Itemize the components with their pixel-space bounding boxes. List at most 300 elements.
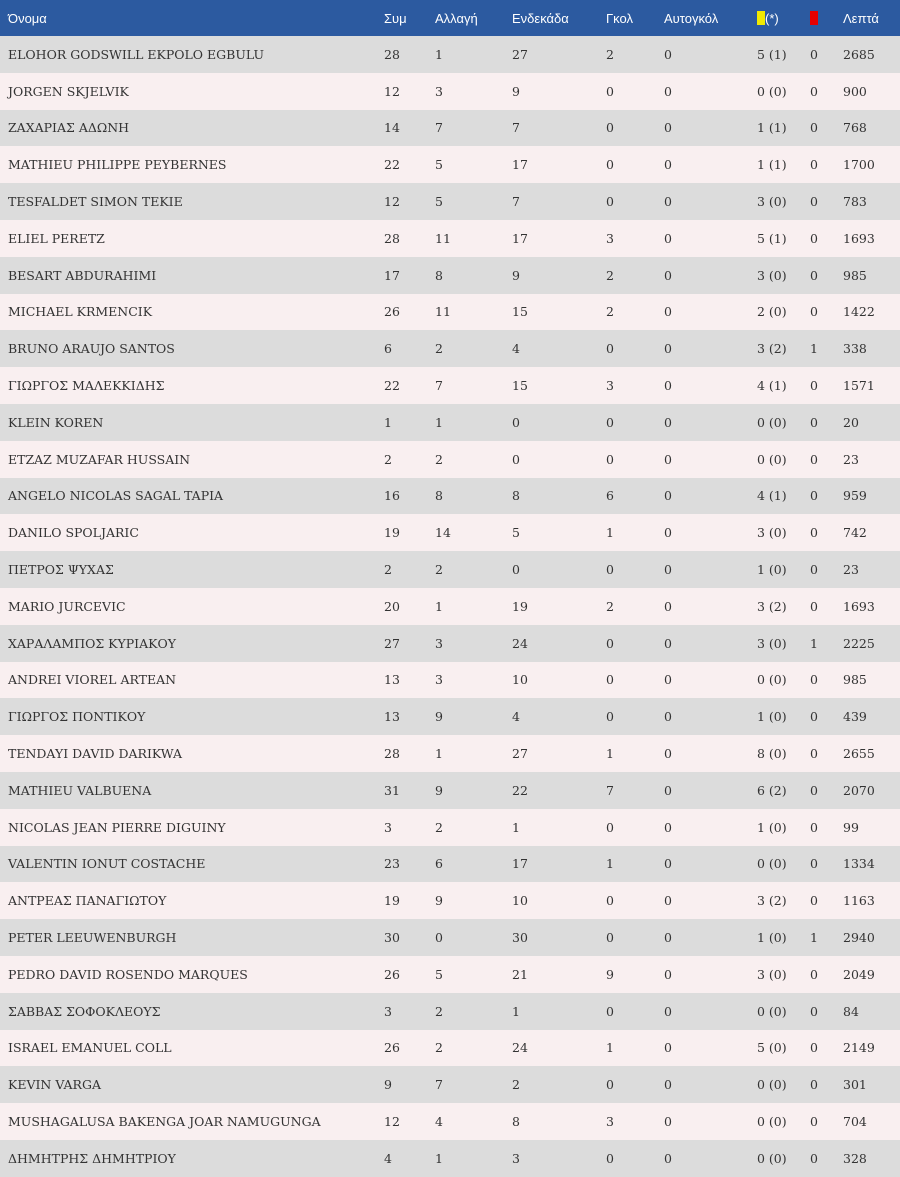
yellow-cards-cell: 0 (0) bbox=[757, 451, 787, 467]
subs-cell: 7 bbox=[435, 1077, 443, 1093]
own-goals-cell: 0 bbox=[664, 746, 672, 762]
apps-cell: 2 bbox=[384, 562, 392, 578]
apps-cell: 14 bbox=[384, 120, 400, 136]
red-cards-cell: 0 bbox=[810, 966, 818, 982]
own-goals-cell: 0 bbox=[664, 414, 672, 430]
subs-cell: 9 bbox=[435, 709, 443, 725]
own-goals-cell: 0 bbox=[664, 267, 672, 283]
yellow-cards-cell: 5 (1) bbox=[757, 230, 787, 246]
starts-cell: 5 bbox=[512, 525, 520, 541]
red-cards-cell: 0 bbox=[810, 157, 818, 173]
player-name-cell[interactable]: ELOHOR GODSWILL EKPOLO EGBULU bbox=[8, 46, 265, 62]
minutes-cell: 1700 bbox=[843, 157, 875, 173]
goals-cell: 0 bbox=[606, 819, 614, 835]
column-header-name[interactable]: Όνομα bbox=[8, 10, 47, 26]
table-row bbox=[0, 551, 900, 588]
table-row bbox=[0, 294, 900, 331]
starts-cell: 15 bbox=[512, 378, 528, 394]
red-cards-cell: 0 bbox=[810, 378, 818, 394]
own-goals-cell: 0 bbox=[664, 46, 672, 62]
starts-cell: 1 bbox=[512, 819, 520, 835]
table-row bbox=[0, 441, 900, 478]
apps-cell: 26 bbox=[384, 1040, 400, 1056]
table-row bbox=[0, 73, 900, 110]
own-goals-cell: 0 bbox=[664, 83, 672, 99]
table-row bbox=[0, 1140, 900, 1177]
starts-cell: 2 bbox=[512, 1077, 520, 1093]
apps-cell: 28 bbox=[384, 746, 400, 762]
goals-cell: 1 bbox=[606, 856, 614, 872]
yellow-cards-cell: 8 (0) bbox=[757, 746, 787, 762]
player-name-cell[interactable]: MATHIEU VALBUENA bbox=[8, 782, 152, 798]
own-goals-cell: 0 bbox=[664, 598, 672, 614]
own-goals-cell: 0 bbox=[664, 966, 672, 982]
player-name-cell[interactable]: MARIO JURCEVIC bbox=[8, 598, 126, 614]
goals-cell: 0 bbox=[606, 414, 614, 430]
subs-cell: 7 bbox=[435, 378, 443, 394]
own-goals-cell: 0 bbox=[664, 672, 672, 688]
subs-cell: 9 bbox=[435, 782, 443, 798]
subs-cell: 14 bbox=[435, 525, 451, 541]
subs-cell: 2 bbox=[435, 341, 443, 357]
starts-cell: 0 bbox=[512, 451, 520, 467]
goals-cell: 2 bbox=[606, 46, 614, 62]
apps-cell: 19 bbox=[384, 525, 400, 541]
starts-cell: 21 bbox=[512, 966, 528, 982]
goals-cell: 3 bbox=[606, 378, 614, 394]
apps-cell: 27 bbox=[384, 635, 400, 651]
table-row bbox=[0, 478, 900, 515]
player-name-cell[interactable]: ΑΝΤΡΕΑΣ ΠΑΝΑΓΙΩΤΟΥ bbox=[8, 893, 167, 909]
player-name-cell[interactable]: TENDAYI DAVID DARIKWA bbox=[8, 746, 183, 762]
subs-cell: 1 bbox=[435, 746, 443, 762]
goals-cell: 0 bbox=[606, 1003, 614, 1019]
minutes-cell: 1334 bbox=[843, 856, 875, 872]
own-goals-cell: 0 bbox=[664, 1077, 672, 1093]
own-goals-cell: 0 bbox=[664, 230, 672, 246]
player-name-cell[interactable]: VALENTIN IONUT COSTACHE bbox=[8, 856, 206, 872]
yellow-cards-cell: 3 (2) bbox=[757, 598, 787, 614]
goals-cell: 0 bbox=[606, 930, 614, 946]
goals-cell: 0 bbox=[606, 672, 614, 688]
table-row bbox=[0, 257, 900, 294]
goals-cell: 9 bbox=[606, 966, 614, 982]
minutes-cell: 23 bbox=[843, 562, 859, 578]
minutes-cell: 985 bbox=[843, 672, 867, 688]
minutes-cell: 1571 bbox=[843, 378, 875, 394]
yellow-cards-cell: 5 (1) bbox=[757, 46, 787, 62]
table-row bbox=[0, 183, 900, 220]
player-name-cell[interactable]: ELIEL PERETZ bbox=[8, 230, 105, 246]
subs-cell: 8 bbox=[435, 488, 443, 504]
starts-cell: 24 bbox=[512, 635, 528, 651]
starts-cell: 9 bbox=[512, 267, 520, 283]
subs-cell: 9 bbox=[435, 893, 443, 909]
subs-cell: 5 bbox=[435, 966, 443, 982]
yellow-cards-cell: 3 (0) bbox=[757, 267, 787, 283]
minutes-cell: 99 bbox=[843, 819, 859, 835]
red-cards-cell: 1 bbox=[810, 635, 818, 651]
own-goals-cell: 0 bbox=[664, 525, 672, 541]
starts-cell: 4 bbox=[512, 709, 520, 725]
column-header-goals[interactable]: Γκολ bbox=[606, 10, 633, 26]
apps-cell: 28 bbox=[384, 46, 400, 62]
minutes-cell: 1163 bbox=[843, 893, 875, 909]
goals-cell: 1 bbox=[606, 525, 614, 541]
player-name-cell[interactable]: KLEIN KOREN bbox=[8, 414, 104, 430]
goals-cell: 6 bbox=[606, 488, 614, 504]
column-header-starts[interactable]: Ενδεκάδα bbox=[512, 10, 569, 26]
table-row bbox=[0, 1066, 900, 1103]
red-cards-cell: 0 bbox=[810, 1040, 818, 1056]
subs-cell: 2 bbox=[435, 1040, 443, 1056]
own-goals-cell: 0 bbox=[664, 120, 672, 136]
goals-cell: 7 bbox=[606, 782, 614, 798]
red-cards-cell: 0 bbox=[810, 304, 818, 320]
yellow-cards-cell: 1 (0) bbox=[757, 709, 787, 725]
minutes-cell: 900 bbox=[843, 83, 867, 99]
player-name-cell[interactable]: PETER LEEUWENBURGH bbox=[8, 930, 177, 946]
red-cards-cell: 0 bbox=[810, 1077, 818, 1093]
red-cards-cell: 0 bbox=[810, 414, 818, 430]
apps-cell: 22 bbox=[384, 157, 400, 173]
player-name-cell[interactable]: JORGEN SKJELVIK bbox=[8, 83, 129, 99]
table-row bbox=[0, 514, 900, 551]
own-goals-cell: 0 bbox=[664, 488, 672, 504]
minutes-cell: 985 bbox=[843, 267, 867, 283]
apps-cell: 23 bbox=[384, 856, 400, 872]
red-cards-cell: 0 bbox=[810, 1150, 818, 1166]
goals-cell: 0 bbox=[606, 709, 614, 725]
subs-cell: 3 bbox=[435, 672, 443, 688]
apps-cell: 12 bbox=[384, 1114, 400, 1129]
starts-cell: 17 bbox=[512, 230, 528, 246]
minutes-cell: 2940 bbox=[843, 930, 875, 946]
own-goals-cell: 0 bbox=[664, 1114, 672, 1129]
subs-cell: 2 bbox=[435, 451, 443, 467]
subs-cell: 2 bbox=[435, 819, 443, 835]
column-header-apps[interactable]: Συμ bbox=[384, 10, 407, 26]
starts-cell: 10 bbox=[512, 672, 528, 688]
table-row bbox=[0, 1103, 900, 1140]
subs-cell: 1 bbox=[435, 46, 443, 62]
player-name-cell[interactable]: ΣΑΒΒΑΣ ΣΟΦΟΚΛΕΟΥΣ bbox=[8, 1003, 161, 1019]
own-goals-cell: 0 bbox=[664, 1003, 672, 1019]
starts-cell: 19 bbox=[512, 598, 528, 614]
goals-cell: 0 bbox=[606, 562, 614, 578]
apps-cell: 22 bbox=[384, 378, 400, 394]
red-cards-cell: 0 bbox=[810, 83, 818, 99]
column-header-red-cards[interactable] bbox=[810, 0, 843, 36]
starts-cell: 27 bbox=[512, 746, 528, 762]
column-header-own-goals[interactable]: Αυτογκόλ bbox=[664, 10, 719, 26]
red-cards-cell: 1 bbox=[810, 341, 818, 357]
starts-cell: 4 bbox=[512, 341, 520, 357]
starts-cell: 22 bbox=[512, 782, 528, 798]
table-row bbox=[0, 698, 900, 735]
yellow-cards-cell: 3 (0) bbox=[757, 635, 787, 651]
subs-cell: 3 bbox=[435, 635, 443, 651]
yellow-cards-cell: 3 (2) bbox=[757, 341, 787, 357]
minutes-cell: 2685 bbox=[843, 46, 875, 62]
apps-cell: 20 bbox=[384, 598, 400, 614]
table-row bbox=[0, 36, 900, 73]
subs-cell: 11 bbox=[435, 230, 451, 246]
player-name-cell[interactable]: ANGELO NICOLAS SAGAL TAPIA bbox=[8, 488, 224, 504]
red-cards-cell: 0 bbox=[810, 451, 818, 467]
own-goals-cell: 0 bbox=[664, 157, 672, 173]
minutes-cell: 2049 bbox=[843, 966, 875, 982]
goals-cell: 0 bbox=[606, 83, 614, 99]
red-cards-cell: 0 bbox=[810, 856, 818, 872]
red-cards-cell: 0 bbox=[810, 525, 818, 541]
minutes-cell: 704 bbox=[843, 1114, 867, 1129]
table-row bbox=[0, 367, 900, 404]
table-row bbox=[0, 1030, 900, 1067]
yellow-cards-cell: 0 (0) bbox=[757, 1003, 787, 1019]
subs-cell: 6 bbox=[435, 856, 443, 872]
red-cards-cell: 0 bbox=[810, 562, 818, 578]
own-goals-cell: 0 bbox=[664, 819, 672, 835]
goals-cell: 0 bbox=[606, 157, 614, 173]
own-goals-cell: 0 bbox=[664, 930, 672, 946]
goals-cell: 0 bbox=[606, 120, 614, 136]
player-name-cell[interactable]: PEDRO DAVID ROSENDO MARQUES bbox=[8, 966, 248, 982]
goals-cell: 2 bbox=[606, 598, 614, 614]
minutes-cell: 1693 bbox=[843, 598, 875, 614]
table-row bbox=[0, 220, 900, 257]
own-goals-cell: 0 bbox=[664, 562, 672, 578]
red-cards-cell: 0 bbox=[810, 488, 818, 504]
goals-cell: 0 bbox=[606, 451, 614, 467]
starts-cell: 8 bbox=[512, 1114, 520, 1129]
apps-cell: 1 bbox=[384, 414, 392, 430]
starts-cell: 9 bbox=[512, 83, 520, 99]
subs-cell: 1 bbox=[435, 1150, 443, 1166]
starts-cell: 1 bbox=[512, 1003, 520, 1019]
yellow-cards-cell: 0 (0) bbox=[757, 672, 787, 688]
red-cards-cell: 0 bbox=[810, 746, 818, 762]
goals-cell: 3 bbox=[606, 230, 614, 246]
apps-cell: 13 bbox=[384, 709, 400, 725]
apps-cell: 9 bbox=[384, 1077, 392, 1093]
table-row bbox=[0, 110, 900, 147]
apps-cell: 2 bbox=[384, 451, 392, 467]
player-name-cell[interactable]: ΓΙΩΡΓΟΣ ΜΑΛΕΚΚΙΔΗΣ bbox=[8, 378, 165, 394]
yellow-cards-cell: 0 (0) bbox=[757, 1077, 787, 1093]
subs-cell: 11 bbox=[435, 304, 451, 320]
own-goals-cell: 0 bbox=[664, 709, 672, 725]
minutes-cell: 768 bbox=[843, 120, 867, 136]
apps-cell: 28 bbox=[384, 230, 400, 246]
player-name-cell[interactable]: ANDREI VIOREL ARTEAN bbox=[8, 672, 177, 688]
own-goals-cell: 0 bbox=[664, 1040, 672, 1056]
table-header-row bbox=[0, 0, 900, 36]
red-cards-cell: 0 bbox=[810, 819, 818, 835]
goals-cell: 0 bbox=[606, 194, 614, 210]
goals-cell: 0 bbox=[606, 635, 614, 651]
goals-cell: 2 bbox=[606, 267, 614, 283]
player-name-cell[interactable]: MATHIEU PHILIPPE PEYBERNES bbox=[8, 157, 227, 173]
red-card-icon bbox=[810, 11, 818, 25]
red-cards-cell: 0 bbox=[810, 194, 818, 210]
yellow-cards-cell: 4 (1) bbox=[757, 378, 787, 394]
yellow-cards-cell: 2 (0) bbox=[757, 304, 787, 320]
player-name-cell[interactable]: ΔΗΜΗΤΡΗΣ ΔΗΜΗΤΡΙΟΥ bbox=[8, 1150, 176, 1166]
own-goals-cell: 0 bbox=[664, 1150, 672, 1166]
player-name-cell[interactable]: ETZAZ MUZAFAR HUSSAIN bbox=[8, 451, 191, 467]
starts-cell: 27 bbox=[512, 46, 528, 62]
table-row bbox=[0, 588, 900, 625]
minutes-cell: 2225 bbox=[843, 635, 875, 651]
apps-cell: 31 bbox=[384, 782, 400, 798]
yellow-card-suffix: (*) bbox=[765, 10, 779, 26]
player-name-cell[interactable]: ΧΑΡΑΛΑΜΠΟΣ ΚΥΡΙΑΚΟΥ bbox=[8, 635, 176, 651]
table-row bbox=[0, 919, 900, 956]
red-cards-cell: 0 bbox=[810, 598, 818, 614]
starts-cell: 0 bbox=[512, 562, 520, 578]
column-header-yellow-cards[interactable] bbox=[757, 0, 810, 36]
player-name-cell[interactable]: TESFALDET SIMON TEKIE bbox=[8, 194, 183, 210]
yellow-cards-cell: 3 (0) bbox=[757, 525, 787, 541]
apps-cell: 3 bbox=[384, 819, 392, 835]
red-cards-cell: 0 bbox=[810, 46, 818, 62]
table-row bbox=[0, 846, 900, 883]
own-goals-cell: 0 bbox=[664, 856, 672, 872]
red-cards-cell: 0 bbox=[810, 672, 818, 688]
table-row bbox=[0, 993, 900, 1030]
yellow-cards-cell: 1 (0) bbox=[757, 562, 787, 578]
player-name-cell[interactable]: DANILO SPOLJARIC bbox=[8, 525, 139, 541]
red-cards-cell: 0 bbox=[810, 1003, 818, 1019]
yellow-cards-cell: 0 (0) bbox=[757, 1150, 787, 1166]
player-name-cell[interactable]: ΖΑΧΑΡΙΑΣ ΑΔΩΝΗ bbox=[8, 120, 130, 136]
minutes-cell: 2070 bbox=[843, 782, 875, 798]
minutes-cell: 1693 bbox=[843, 230, 875, 246]
column-header-subs[interactable]: Αλλαγή bbox=[435, 10, 478, 26]
apps-cell: 13 bbox=[384, 672, 400, 688]
subs-cell: 1 bbox=[435, 414, 443, 430]
yellow-cards-cell: 0 (0) bbox=[757, 1114, 787, 1129]
minutes-cell: 301 bbox=[843, 1077, 867, 1093]
player-name-cell[interactable]: MUSHAGALUSA BAKENGA JOAR NAMUGUNGA bbox=[8, 1114, 321, 1129]
yellow-cards-cell: 0 (0) bbox=[757, 414, 787, 430]
red-cards-cell: 0 bbox=[810, 1114, 818, 1129]
player-name-cell[interactable]: NICOLAS JEAN PIERRE DIGUINY bbox=[8, 819, 226, 835]
subs-cell: 7 bbox=[435, 120, 443, 136]
yellow-cards-cell: 1 (1) bbox=[757, 157, 787, 173]
starts-cell: 10 bbox=[512, 893, 528, 909]
starts-cell: 7 bbox=[512, 194, 520, 210]
player-name-cell[interactable]: BESART ABDURAHIMI bbox=[8, 267, 157, 283]
apps-cell: 12 bbox=[384, 194, 400, 210]
minutes-cell: 439 bbox=[843, 709, 867, 725]
subs-cell: 3 bbox=[435, 83, 443, 99]
goals-cell: 3 bbox=[606, 1114, 614, 1129]
apps-cell: 19 bbox=[384, 893, 400, 909]
player-name-cell[interactable]: KEVIN VARGA bbox=[8, 1077, 101, 1093]
own-goals-cell: 0 bbox=[664, 304, 672, 320]
minutes-cell: 959 bbox=[843, 488, 867, 504]
apps-cell: 6 bbox=[384, 341, 392, 357]
yellow-card-icon bbox=[757, 11, 765, 25]
player-name-cell[interactable]: ΓΙΩΡΓΟΣ ΠΟΝΤΙΚΟΥ bbox=[8, 709, 146, 725]
own-goals-cell: 0 bbox=[664, 194, 672, 210]
subs-cell: 2 bbox=[435, 562, 443, 578]
table-row bbox=[0, 146, 900, 183]
yellow-cards-cell: 5 (0) bbox=[757, 1040, 787, 1056]
yellow-cards-cell: 3 (2) bbox=[757, 893, 787, 909]
red-cards-cell: 0 bbox=[810, 893, 818, 909]
red-cards-cell: 1 bbox=[810, 930, 818, 946]
apps-cell: 4 bbox=[384, 1150, 392, 1166]
own-goals-cell: 0 bbox=[664, 378, 672, 394]
table-row bbox=[0, 956, 900, 993]
player-name-cell[interactable]: ISRAEL EMANUEL COLL bbox=[8, 1040, 172, 1056]
starts-cell: 17 bbox=[512, 157, 528, 173]
minutes-cell: 783 bbox=[843, 194, 867, 210]
yellow-cards-cell: 1 (0) bbox=[757, 819, 787, 835]
minutes-cell: 328 bbox=[843, 1150, 867, 1166]
own-goals-cell: 0 bbox=[664, 782, 672, 798]
table-row bbox=[0, 809, 900, 846]
apps-cell: 3 bbox=[384, 1003, 392, 1019]
goals-cell: 0 bbox=[606, 1077, 614, 1093]
yellow-cards-cell: 0 (0) bbox=[757, 856, 787, 872]
red-cards-cell: 0 bbox=[810, 230, 818, 246]
own-goals-cell: 0 bbox=[664, 341, 672, 357]
starts-cell: 30 bbox=[512, 930, 528, 946]
subs-cell: 1 bbox=[435, 598, 443, 614]
subs-cell: 8 bbox=[435, 267, 443, 283]
own-goals-cell: 0 bbox=[664, 635, 672, 651]
starts-cell: 0 bbox=[512, 414, 520, 430]
minutes-cell: 2655 bbox=[843, 746, 875, 762]
own-goals-cell: 0 bbox=[664, 893, 672, 909]
starts-cell: 15 bbox=[512, 304, 528, 320]
goals-cell: 1 bbox=[606, 746, 614, 762]
starts-cell: 3 bbox=[512, 1150, 520, 1166]
table-body bbox=[0, 36, 900, 1177]
apps-cell: 12 bbox=[384, 83, 400, 99]
red-cards-cell: 0 bbox=[810, 267, 818, 283]
minutes-cell: 84 bbox=[843, 1003, 859, 1019]
red-cards-cell: 0 bbox=[810, 709, 818, 725]
subs-cell: 0 bbox=[435, 930, 443, 946]
starts-cell: 8 bbox=[512, 488, 520, 504]
table-row bbox=[0, 625, 900, 662]
player-name-cell[interactable]: BRUNO ARAUJO SANTOS bbox=[8, 341, 175, 357]
yellow-cards-cell: 0 (0) bbox=[757, 83, 787, 99]
subs-cell: 2 bbox=[435, 1003, 443, 1019]
table-row bbox=[0, 735, 900, 772]
column-header-minutes[interactable]: Λεπτά bbox=[843, 10, 879, 26]
player-name-cell[interactable]: ΠΕΤΡΟΣ ΨΥΧΑΣ bbox=[8, 562, 114, 578]
yellow-cards-cell: 1 (1) bbox=[757, 120, 787, 136]
goals-cell: 0 bbox=[606, 341, 614, 357]
own-goals-cell: 0 bbox=[664, 451, 672, 467]
player-name-cell[interactable]: MICHAEL KRMENCIK bbox=[8, 304, 153, 320]
apps-cell: 26 bbox=[384, 966, 400, 982]
starts-cell: 7 bbox=[512, 120, 520, 136]
apps-cell: 26 bbox=[384, 304, 400, 320]
starts-cell: 24 bbox=[512, 1040, 528, 1056]
goals-cell: 1 bbox=[606, 1040, 614, 1056]
apps-cell: 30 bbox=[384, 930, 400, 946]
goals-cell: 0 bbox=[606, 1150, 614, 1166]
red-cards-cell: 0 bbox=[810, 120, 818, 136]
yellow-cards-cell: 6 (2) bbox=[757, 782, 787, 798]
